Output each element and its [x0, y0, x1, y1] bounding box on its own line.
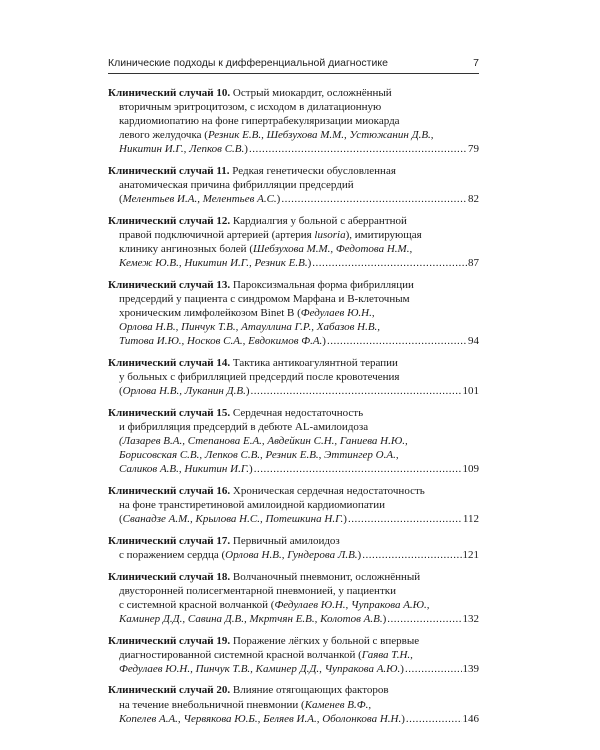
running-header-title: Клинические подходы к дифференциальной диагностике [108, 57, 388, 69]
entry-title-line: Острый миокардит, осложнённый [232, 87, 392, 99]
entry-authors: (Лазарев В.А., Степанова Е.А., Авдейкин С.Н., Ганиева Н.Ю., [119, 435, 408, 448]
entry-close-paren: ) [307, 257, 312, 270]
entry-title-line: с системной красной волчанкой ( [119, 598, 275, 611]
entry-last-line [119, 142, 479, 156]
entry-authors: Каменев В.Ф., [304, 698, 372, 711]
entry-title-line: и фибрилляция предсердий в дебюте AL-амилоидоза [119, 420, 369, 433]
entry-authors: Титова И.Ю., Носков С.А., Евдокимов Ф.А. [119, 335, 323, 348]
dot-leader [312, 256, 467, 270]
entry-last-line [119, 548, 479, 562]
case-label: Клинический случай 17. [108, 534, 231, 547]
entry-title-line: правой подключичной артерией (артерия [119, 229, 315, 242]
entry-title-line: Сердечная недостаточность [232, 406, 364, 419]
entry-authors: Федулаев Ю.Н., Пинчук Т.В., Каминер Д.Д., Чупракова А.Ю. [119, 662, 401, 675]
entry-last-line [119, 334, 479, 348]
entry-last-line [119, 662, 479, 676]
entry-title-line: двусторонней полисегментарной пневмонией, у пациентки [119, 584, 396, 597]
entry-page-number: 101 [462, 385, 479, 398]
running-header [108, 57, 479, 69]
entry-authors: Кемеж Ю.В., Никитин И.Г., Резник Е.В. [119, 257, 308, 270]
entry-open-paren: ( [119, 513, 123, 526]
entry-authors: Мелентьев И.А., Мелентьев А.С. [122, 193, 277, 206]
case-label: Клинический случай 16. [108, 484, 231, 497]
entry-close-paren: ) [244, 143, 248, 156]
case-label: Клинический случай 13. [108, 278, 231, 291]
entry-last-line [119, 512, 479, 526]
dot-leader [249, 142, 467, 156]
entry-title-line: Редкая генетически обусловленная [232, 165, 396, 178]
toc-entry-case-11[interactable] [108, 164, 479, 206]
entry-page-number: 121 [462, 548, 479, 561]
toc-entry-case-10[interactable] [108, 86, 479, 156]
dot-leader [327, 334, 467, 348]
entry-title-line: кардиомиопатию на фоне гипертрабекуляризации миокарда [119, 115, 400, 128]
entry-page-number: 132 [462, 612, 479, 625]
entry-page-number: 87 [468, 257, 479, 270]
entry-authors: Каминер Д.Д., Савина Д.В., Мкртчян Е.В., Колотов А.В. [119, 612, 383, 625]
toc-entry-case-14[interactable] [108, 356, 479, 398]
dot-leader [251, 384, 462, 398]
entry-title-line: диагностированной системной красной волчанкой ( [119, 648, 362, 661]
toc-entry-case-19[interactable] [108, 634, 479, 676]
entry-close-paren: ) [343, 513, 347, 526]
entry-title-line: Волчаночный пневмонит, осложнённый [232, 570, 421, 583]
entry-authors: Федулаев Ю.Н., Чупракова А.Ю., [274, 598, 430, 611]
entry-authors: Никитин И.Г., Лепков С.В. [119, 143, 245, 156]
entry-close-paren: ) [249, 463, 253, 476]
entry-title-line: Тактика антикоагулянтной терапии [232, 356, 398, 369]
entry-last-line [119, 256, 479, 270]
entry-page-number: 82 [468, 193, 479, 206]
toc-entry-case-20[interactable] [108, 683, 479, 725]
toc-entry-case-16[interactable] [108, 484, 479, 526]
entry-title-line: у больных с фибрилляцией предсердий после кровотечения [119, 371, 400, 384]
entry-close-paren: ) [357, 548, 362, 561]
entry-authors: Сванадзе А.М., Крылова Н.С., Потешкина Н.Г. [122, 513, 344, 526]
dot-leader [348, 512, 462, 526]
entry-authors: Орлова Н.В., Гундерова Л.В. [225, 548, 358, 561]
dot-leader [406, 712, 462, 726]
entry-page-number: 94 [468, 335, 479, 348]
case-label: Клинический случай 20. [108, 684, 231, 697]
entry-close-paren: ) [382, 612, 387, 625]
entry-title-line: хроническим лимфолейкозом Binet B ( [119, 307, 301, 320]
entry-title-line: анатомическая причина фибрилляции предсердий [119, 179, 354, 192]
entry-title-line: на фоне транстиретиновой амилоидной кардиомиопатии [119, 499, 385, 511]
entry-close-paren: ) [276, 193, 281, 206]
dot-leader [362, 548, 461, 562]
case-label: Клинический случай 12. [108, 214, 231, 227]
toc-entry-case-18[interactable] [108, 570, 479, 626]
dot-leader [405, 662, 462, 676]
table-of-contents [108, 86, 479, 733]
entry-authors: Борисовская С.В., Лепков С.В., Резник Е.В., Эттингер О.А., [119, 449, 399, 462]
entry-title-line: клинику ангинозных болей ( [119, 243, 253, 256]
entry-last-line [119, 192, 479, 206]
case-label: Клинический случай 14. [108, 356, 231, 369]
entry-title-italic: lusoria [314, 229, 346, 242]
entry-last-line [119, 712, 479, 726]
entry-authors: Орлова Н.В., Пинчук Т.В., Атауллина Г.Р., Хабазов Н.В., [119, 321, 381, 334]
entry-page-number: 79 [468, 143, 479, 156]
entry-last-line [119, 612, 479, 626]
entry-title-line: Первичный амилоидоз [232, 534, 340, 547]
case-label: Клинический случай 15. [108, 406, 231, 419]
entry-open-paren: ( [119, 385, 123, 398]
entry-title-line: вторичным эритроцитозом, с исходом в дилатационную [119, 101, 382, 114]
entry-page-number: 109 [462, 463, 479, 476]
entry-close-paren: ) [245, 385, 250, 398]
page-number: 7 [473, 57, 479, 69]
entry-title-line: Влияние отягощающих факторов [232, 684, 389, 697]
entry-authors: Шебзухова М.М., Федотова Н.М., [252, 243, 413, 256]
entry-close-paren: ) [322, 335, 326, 348]
header-rule [108, 73, 479, 74]
entry-last-line [119, 384, 479, 398]
toc-entry-case-15[interactable] [108, 406, 479, 476]
entry-page-number: 146 [462, 712, 479, 725]
entry-title-line: ), имитирующая [345, 229, 422, 242]
dot-leader [387, 612, 461, 626]
entry-page-number: 112 [462, 513, 479, 526]
entry-title-line: с поражением сердца ( [119, 548, 226, 561]
case-label: Клинический случай 11. [108, 165, 230, 178]
entry-authors: Саликов А.В., Никитин И.Г. [119, 463, 250, 476]
entry-authors: Копелев А.А., Червякова Ю.Б., Беляев И.А., Оболонкова Н.Н. [119, 712, 402, 725]
entry-open-paren: ( [119, 193, 123, 206]
entry-title-line: Пароксизмальная форма фибрилляции [232, 278, 414, 291]
entry-close-paren: ) [401, 712, 405, 725]
entry-page-number: 139 [462, 662, 479, 675]
entry-title-line: Кардиалгия у больной с аберрантной [232, 214, 407, 227]
entry-authors: Федулаев Ю.Н., [300, 307, 375, 320]
toc-entry-case-17[interactable] [108, 534, 479, 562]
entry-title-line: Хроническая сердечная недостаточность [232, 484, 425, 497]
case-label: Клинический случай 10. [108, 87, 231, 99]
entry-title-line: Поражение лёгких у больной с впервые [232, 634, 420, 647]
entry-title-line: левого желудочка ( [119, 129, 208, 142]
dot-leader [281, 192, 467, 206]
toc-entry-case-13[interactable] [108, 278, 479, 348]
entry-title-line: на течение внебольничной пневмонии ( [119, 698, 305, 711]
toc-entry-case-12[interactable] [108, 214, 479, 270]
case-label: Клинический случай 18. [108, 570, 231, 583]
entry-close-paren: ) [400, 662, 404, 675]
case-label: Клинический случай 19. [108, 634, 231, 647]
entry-authors: Гаява Т.Н., [361, 648, 413, 661]
entry-title-line: предсердий у пациента с синдромом Марфана и В-клеточным [119, 293, 410, 305]
entry-last-line [119, 462, 479, 476]
dot-leader [254, 462, 462, 476]
entry-authors: Резник Е.В., Шебзухова М.М., Устюжанин Д.В., [207, 129, 434, 142]
entry-authors: Орлова Н.В., Луканин Д.В. [122, 385, 246, 398]
